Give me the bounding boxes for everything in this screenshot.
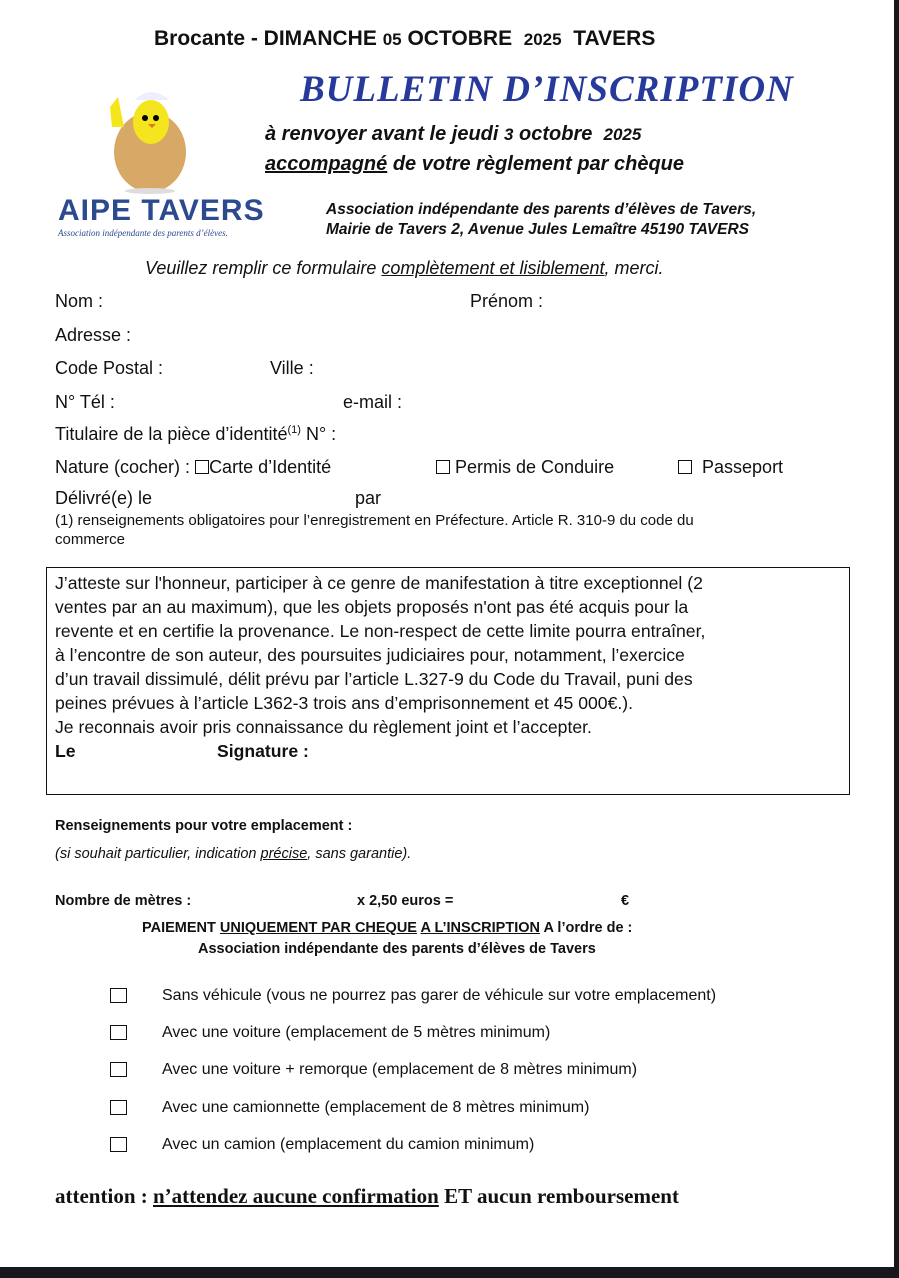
code-postal-label: Code Postal : — [55, 358, 164, 378]
currency-label: € — [621, 893, 630, 909]
logo-chick-icon — [105, 82, 195, 194]
footnote-line1: (1) renseignements obligatoires pour l’enregistrement en Préfecture. Article R. 310-9 du code du — [55, 512, 694, 529]
checkbox-camion[interactable] — [110, 1137, 127, 1152]
le-label: Le — [55, 741, 76, 761]
option-permis: Permis de Conduire — [436, 457, 614, 478]
nom-label: Nom : — [55, 291, 104, 311]
option-passeport: Passeport — [678, 457, 783, 478]
checkbox-voiture[interactable] — [110, 1025, 127, 1040]
checkbox-permis[interactable] — [436, 460, 450, 474]
metres-label: Nombre de mètres : — [55, 893, 192, 909]
attestation-line: à l’encontre de son auteur, des poursuites judiciaires pour, notamment, l’exercice — [55, 645, 685, 665]
logo-tagline: Association indépendante des parents d’élèves. — [58, 228, 228, 238]
par-label: par — [355, 488, 382, 508]
prenom-label: Prénom : — [470, 291, 544, 311]
event-header: Brocante - DIMANCHE 05 OCTOBRE 2025 TAVERS — [154, 27, 656, 50]
signature-label: Signature : — [217, 741, 309, 761]
deadline: à renvoyer avant le jeudi 3 octobre 2025 — [265, 123, 642, 145]
emplacement-title: Renseignements pour votre emplacement : — [55, 818, 353, 834]
tel-label: N° Tél : — [55, 392, 115, 412]
email-label: e-mail : — [343, 392, 403, 412]
paiement-line2: Association indépendante des parents d’élèves de Tavers — [198, 941, 596, 957]
attestation-line: J’atteste sur l'honneur, participer à ce genre de manifestation à titre exceptionnel (2 — [55, 573, 703, 593]
instruction: Veuillez remplir ce formulaire complètement et lisiblement, merci. — [145, 258, 664, 278]
logo-name: AIPE TAVERS — [58, 194, 265, 227]
checkbox-voiture-remorque[interactable] — [110, 1062, 127, 1077]
form-title: BULLETIN D’INSCRIPTION — [300, 69, 794, 110]
nature-row: Nature (cocher) : Carte d’Identité — [55, 457, 332, 477]
attention-note: attention : n’attendez aucune confirmation ET aucun remboursement — [55, 1184, 679, 1208]
attestation-line: revente et en certifie la provenance. Le non-respect de cette limite pourra entraîner, — [55, 621, 706, 641]
titulaire-label: Titulaire de la pièce d’identité$^{(1)}$ N° : — [55, 424, 337, 444]
footnote-line2: commerce — [55, 531, 126, 548]
attestation-box — [46, 567, 850, 795]
checkbox-sans-vehicule[interactable] — [110, 988, 127, 1003]
delivre-label: Délivré(e) le — [55, 488, 153, 508]
association-address: Mairie de Tavers 2, Avenue Jules Lemaître 45190 TAVERS — [326, 221, 750, 238]
attestation-line: ventes par an au maximum), que les objets proposés n'ont pas été acquis pour la — [55, 597, 689, 617]
checkbox-carte-identite[interactable] — [195, 460, 209, 474]
association-name: Association indépendante des parents d’élèves de Tavers, — [326, 201, 757, 218]
payment-note: accompagné de votre règlement par chèque — [265, 153, 685, 175]
attestation-line: peines prévues à l’article L362-3 trois ans d’emprisonnement et 45 000€.). — [55, 693, 633, 713]
attestation-line: Je reconnais avoir pris connaissance du règlement joint et l’accepter. — [55, 717, 592, 737]
paiement-line1: PAIEMENT UNIQUEMENT PAR CHEQUE A L’INSCRIPTION A l’ordre de : — [142, 920, 633, 936]
checkbox-passeport[interactable] — [678, 460, 692, 474]
rate-label: x 2,50 euros = — [357, 893, 454, 909]
emplacement-note: (si souhait particulier, indication précise, sans garantie). — [55, 846, 412, 862]
ville-label: Ville : — [270, 358, 314, 378]
checkbox-camionnette[interactable] — [110, 1100, 127, 1115]
attestation-line: d’un travail dissimulé, délit prévu par l’article L.327-9 du Code du Travail, puni des — [55, 669, 693, 689]
registration-form-page: Brocante - DIMANCHE 05 OCTOBRE 2025 TAVERS BULLETIN D’INSCRIPTION AIPE TAVERS Association indépendante des parents d’élèves. à renvoyer avant le jeudi 3 octobre 2025 accompagné de votre règlement par chèque Association indépendante des parents d’élèves de Tavers, Mairie de Tavers 2, Avenue Jules Lemaître 45190 TAVERS Veuillez remplir ce formulaire complètement et lisiblement, merci. Nom : Prénom : Adresse : Code Postal : Ville : N° Tél : e-mail : Titulaire de la pièce d’identité$^{(1)}$ N° : Nature (cocher) : Carte d’Identité Permis de Conduire Passeport Délivré(e) le par (1) renseignements obligatoires pour l’enregistrement en Préfecture. Article R. 310-9 du code du commerce J’atteste sur l'honneur, participer à ce genre de manifestation à titre exceptionnel (2 ventes par an au maximum), que les objets proposés n'ont pas été acquis pour la revente et en certifie la provenance. Le non-respect de cette limite pourra entraîner, à l’encontre de son auteur, des poursuites judiciaires pour, notamment, l’exercice d’un travail dissimulé, délit prévu par l’article L.327-9 du Code du Travail, puni des peines prévues à l’article L362-3 trois ans d’emprisonnement et 45 000€.). Je reconnais avoir pris connaissance du règlement joint et l’accepter. Le Signature : Renseignements pour votre emplacement : (si souhait particulier, indication précise, sans garantie). Nombre de mètres : x 2,50 euros = € PAIEMENT UNIQUEMENT PAR CHEQUE A L’INSCRIPTION A l’ordre de : Association indépendante des parents d’élèves de Tavers Sans véhicule (vous ne pourrez pas garer de véhicule sur votre emplacement) Avec une voiture (emplacement de 5 mètres minimum) Avec une voiture + remorque (emplacement de 8 mètres minimum) Avec une camionnette (emplacement de 8 mètres minimum) Avec un camion (emplacement du camion minimum) attention : n’attendez aucune confirmation ET aucun remboursement — [0, 0, 894, 1267]
adresse-label: Adresse : — [55, 325, 132, 345]
